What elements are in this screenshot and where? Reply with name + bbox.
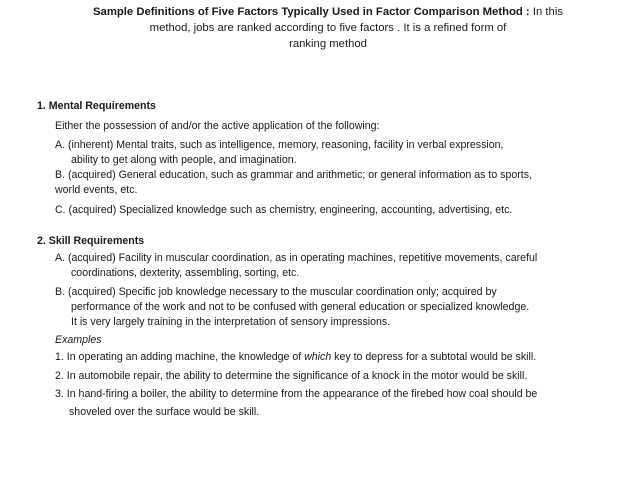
section-2-item-b-cont: performance of the work and not to be confused with general education or specialized knowledge. xyxy=(71,301,530,313)
examples-label: Examples xyxy=(55,334,102,346)
example-3: 3. In hand-firing a boiler, the ability to determine from the appearance of the firebed how coal should be xyxy=(55,388,538,400)
section-2-item-a: A. (acquired) Facility in muscular coordination, as in operating machines, repetitive movements, careful xyxy=(55,252,538,264)
section-2-item-a-cont: coordinations, dexterity, assembling, sorting, etc. xyxy=(71,267,300,279)
section-1-item-c: C. (acquired) Specialized knowledge such as chemistry, engineering, accounting, advertising, etc. xyxy=(55,204,513,216)
example-1-pre: 1. In operating an adding machine, the knowledge of xyxy=(55,351,305,363)
section-2-item-b: B. (acquired) Specific job knowledge necessary to the muscular coordination only; acquired by xyxy=(55,286,497,298)
title-bold: Sample Definitions of Five Factors Typically Used in Factor Comparison Method : xyxy=(93,6,530,18)
example-2: 2. In automobile repair, the ability to determine the significance of a knock in the motor would be skill. xyxy=(55,370,528,382)
page-title xyxy=(58,4,598,52)
title-line-2: method, jobs are ranked according to five factors . It is a refined form of xyxy=(149,22,507,34)
example-3-cont: shoveled over the surface would be skill. xyxy=(69,406,260,418)
example-1-post: key to depress for a subtotal would be skill. xyxy=(331,351,537,363)
title-line-3: ranking method xyxy=(289,38,367,50)
section-1-item-a: A. (inherent) Mental traits, such as intelligence, memory, reasoning, facility in verbal expression, xyxy=(55,139,504,151)
section-1-item-b: B. (acquired) General education, such as grammar and arithmetic; or general information as to sports, xyxy=(55,169,532,181)
section-2-heading: 2. Skill Requirements xyxy=(37,235,145,247)
section-2-item-b-cont-2: It is very largely training in the interpretation of sensory impressions. xyxy=(71,316,391,328)
example-1 xyxy=(55,350,536,364)
section-1-intro: Either the possession of and/or the active application of the following: xyxy=(55,120,380,132)
title-rest: In this xyxy=(529,6,563,18)
title-line-1 xyxy=(58,4,598,20)
example-1-emphasis: which xyxy=(304,351,332,363)
section-1-heading: 1. Mental Requirements xyxy=(37,100,156,112)
section-1-item-b-cont: world events, etc. xyxy=(55,184,138,196)
section-1-item-a-cont: ability to get along with people, and imagination. xyxy=(71,154,297,166)
